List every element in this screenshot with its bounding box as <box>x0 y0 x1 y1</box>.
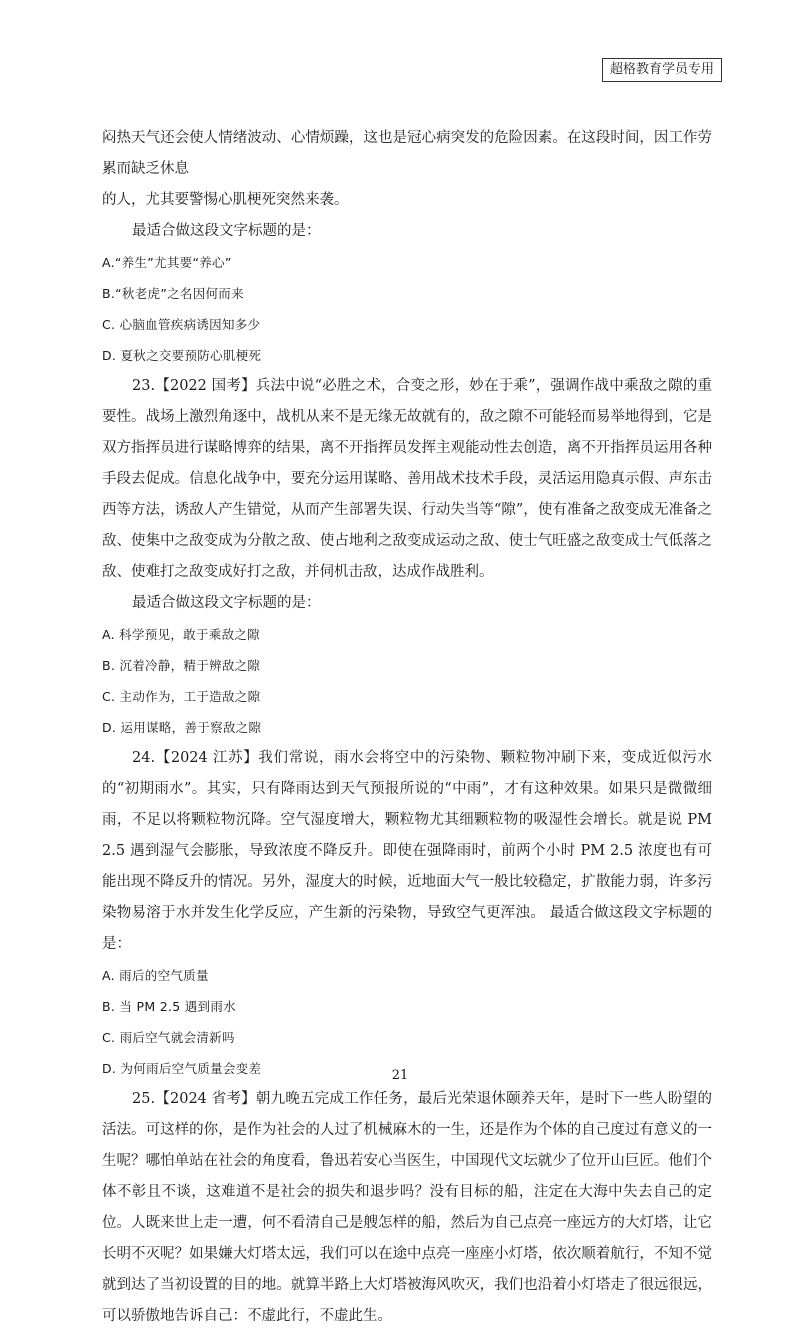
q24-option-c: C. 雨后空气就会清新吗 <box>102 1030 235 1045</box>
q23-text: 23.【2022 国考】兵法中说“必胜之术，合变之形，妙在于乘”，强调作战中乘敌之隙的重要性。战场上激烈角逐中，战机从来不是无缘无故就有的，敌之隙不可能轻而易举地得到，它是双方指挥员进行谋略博弈的结果，离不开指挥员发挥主观能动性去创造，离不开指挥员运用各种手段去促成。信息化战争中，要充分运用谋略、善用战术技术手段，灵活运用隐真示假、声东击西等方法，诱敌人产生错觉，从而产生部署失误、行动失当等“隙”，使有准备之敌变成无准备之敌、使集中之敌变成为分散之敌、使占地利之敌变成运动之敌、使士气旺盛之敌变成士气低落之敌、使难打之敌变成好打之敌，并伺机击敌，达成作战胜利。 <box>102 378 712 580</box>
q23-option-b: B. 沉着冷静，精于辨敌之隙 <box>102 658 261 673</box>
q22-prompt: 最适合做这段文字标题的是： <box>132 223 321 239</box>
q24-option-d: D. 为何雨后空气质量会变差 <box>102 1061 262 1076</box>
intro-line-2: 的人，尤其要警惕心肌梗死突然来袭。 <box>102 192 349 208</box>
q23-prompt: 最适合做这段文字标题的是： <box>132 595 321 611</box>
q23-option-c: C. 主动作为，工于造敌之隙 <box>102 689 261 704</box>
q23-options <box>102 619 712 743</box>
q22-options <box>102 247 712 371</box>
q23-option-d: D. 运用谋略，善于察敌之隙 <box>102 720 262 735</box>
intro-line-1: 闷热天气还会使人情绪波动、心情烦躁，这也是冠心病突发的危险因素。在这段时间，因工作劳累而缺乏休息 <box>102 130 712 177</box>
watermark-badge: 超格教育学员专用 <box>602 58 722 82</box>
q24-option-b: B. 当 PM 2.5 遇到雨水 <box>102 999 236 1014</box>
q22-option-b: B.“秋老虎”之名因何而来 <box>102 286 244 301</box>
q24-option-a: A. 雨后的空气质量 <box>102 968 209 983</box>
q22-option-a: A.“养生”尤其要“养心” <box>102 255 232 270</box>
q24-options <box>102 960 712 1084</box>
page-body <box>102 123 712 1332</box>
page-number: 21 <box>391 1068 409 1083</box>
q25-text: 25.【2024 省考】朝九晚五完成工作任务，最后光荣退休颐养天年，是时下一些人盼望的活法。可这样的你，是作为社会的人过了机械麻木的一生，还是作为个体的自己度过有意义的一生呢？哪怕单站在社会的角度看，鲁迅若安心当医生，中国现代文坛就少了位开山巨匠。他们个体不彰且不谈，这难道不是社会的损失和退步吗？没有目标的船，注定在大海中失去自己的定位。人既来世上走一遭，何不看清自己是艘怎样的船，然后为自己点亮一座远方的大灯塔，让它长明不灭呢？如果嫌大灯塔太远，我们可以在途中点亮一座座小灯塔，依次顺着航行，不知不觉就到达了当初设置的目的地。就算半路上大灯塔被海风吹灭，我们也沿着小灯塔走了很远很远，可以骄傲地告诉自己：不虚此行，不虚此生。 <box>102 1091 712 1324</box>
q22-option-d: D. 夏秋之交要预防心肌梗死 <box>102 348 262 363</box>
q23-option-a: A. 科学预见，敢于乘敌之隙 <box>102 627 260 642</box>
q22-option-c: C. 心脑血管疾病诱因知多少 <box>102 317 261 332</box>
q24-text: 24.【2024 江苏】我们常说，雨水会将空中的污染物、颗粒物冲刷下来，变成近似污水的“初期雨水”。其实，只有降雨达到天气预报所说的“中雨”，才有这种效果。如果只是微微细雨，不足以将颗粒物沉降。空气湿度增大，颗粒物尤其细颗粒物的吸湿性会增长。就是说 PM 2.5 遇到湿气会膨胀，导致浓度不降反升。即使在强降雨时，前两个小时 PM 2.5 浓度也有可能出现不降反升的情况。另外，湿度大的时候，近地面大气一般比较稳定，扩散能力弱，许多污染物易溶于水并发生化学反应，产生新的污染物，导致空气更浑浊。 最适合做这段文字标题的是： <box>102 750 712 952</box>
